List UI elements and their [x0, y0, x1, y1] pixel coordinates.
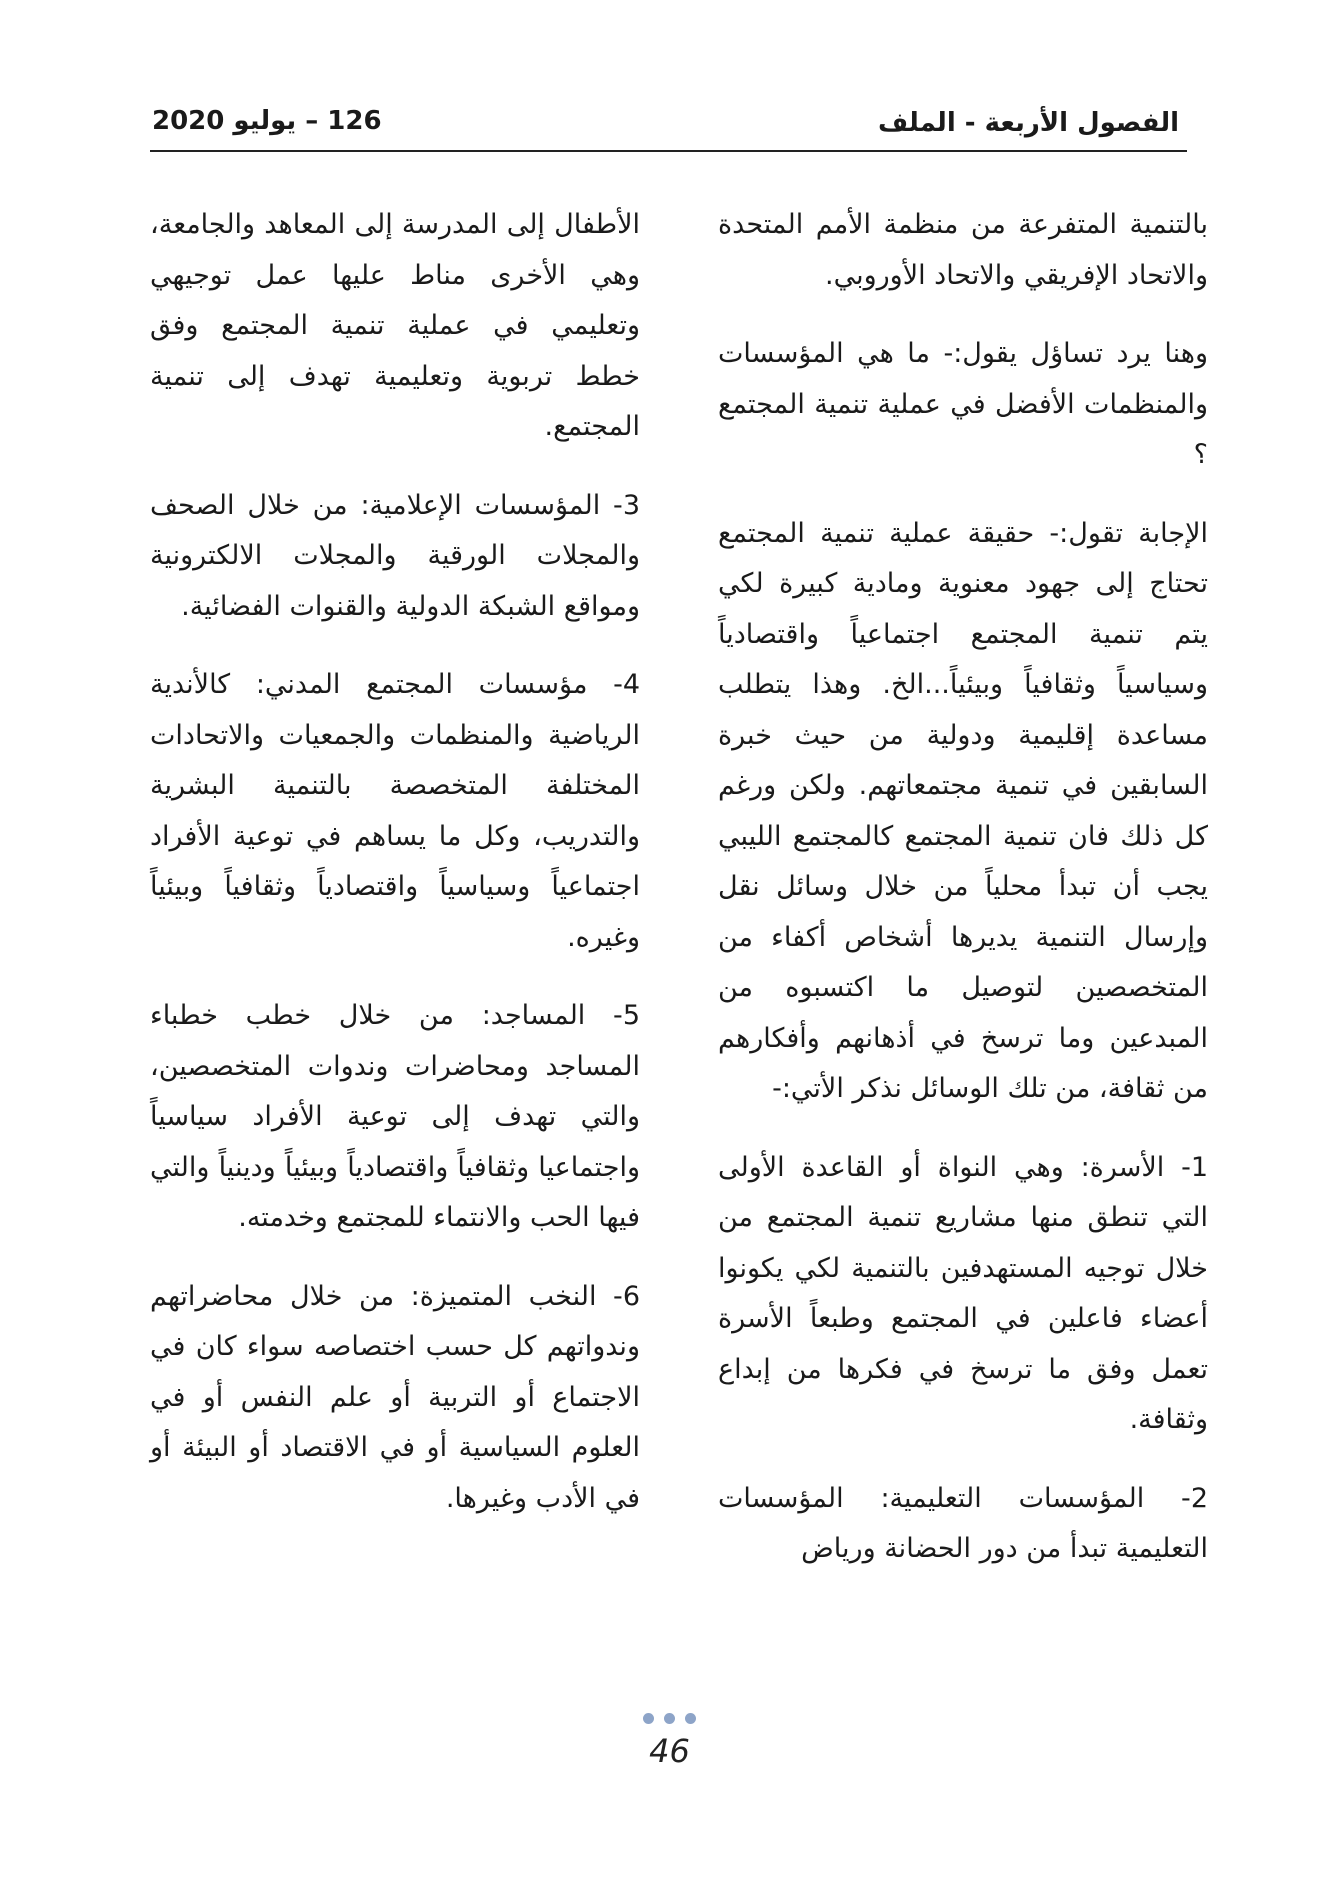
page-number: 46 [649, 1732, 690, 1770]
paragraph: بالتنمية المتفرعة من منظمة الأمم المتحدة والاتحاد الإفريقي والاتحاد الأوروبي. [718, 209, 1208, 291]
paragraph: الأطفال إلى المدرسة إلى المعاهد والجامعة، وهي الأخرى مناط عليها عمل توجيهي وتعليمي في عملية تنمية المجتمع وفق خطط تربوية وتعليمية تهدف إلى تنمية المجتمع. [150, 209, 640, 442]
issue-info: 126 – يوليو 2020 [152, 106, 382, 136]
right-column [718, 200, 1208, 1603]
header-divider [150, 150, 1187, 152]
paragraph: 1- الأسرة: وهي النواة أو القاعدة الأولى التي تنطق منها مشاريع تنمية المجتمع من خلال توجيه المستهدفين بالتنمية لكي يكونوا أعضاء فاعلين في المجتمع وطبعاً الأسرة تعمل وفق ما ترسخ في فكرها من إبداع وثقافة. [718, 1151, 1208, 1435]
dot-icon [685, 1713, 696, 1724]
paragraph: وهنا يرد تساؤل يقول:- ما هي المؤسسات والمنظمات الأفضل في عملية تنمية المجتمع ؟ [718, 338, 1208, 470]
journal-title: الفصول الأربعة - الملف [878, 108, 1179, 138]
paragraph: 2- المؤسسات التعليمية: المؤسسات التعليمية تبدأ من دور الحضانة ورياض [718, 1482, 1208, 1564]
dot-icon [664, 1713, 675, 1724]
paragraph: 4- مؤسسات المجتمع المدني: كالأندية الرياضية والمنظمات والجمعيات والاتحادات المختلفة المتخصصة بالتنمية البشرية والتدريب، وكل ما يساهم في توعية الأفراد اجتماعياً وسياسياً واقتصادياً وثقافياً وبيئياً وغيره. [150, 669, 640, 953]
paragraph: الإجابة تقول:- حقيقة عملية تنمية المجتمع تحتاج إلى جهود معنوية ومادية كبيرة لكي يتم تنمية المجتمع اجتماعياً واقتصادياً وسياسياً وثقافياً وبيئياً...الخ. وهذا يتطلب مساعدة إقليمية ودولية من حيث خبرة السابقين في تنمية مجتمعاتهم. ولكن ورغم كل ذلك فان تنمية المجتمع كالمجتمع الليبي يجب أن تبدأ محلياً من خلال وسائل نقل وإرسال التنمية يديرها أشخاص أكفاء من المتخصصين لتوصيل ما اكتسبوه من المبدعين وما ترسخ في أذهانهم وأفكارهم من ثقافة، من تلك الوسائل نذكر الأتي:- [718, 517, 1208, 1104]
left-column [150, 200, 640, 1552]
paragraph: 3- المؤسسات الإعلامية: من خلال الصحف والمجلات الورقية والمجلات الالكترونية ومواقع الشبكة الدولية والقنوات الفضائية. [150, 489, 640, 622]
page-ornament-dots [0, 1713, 1339, 1724]
dot-icon [643, 1713, 654, 1724]
paragraph: 5- المساجد: من خلال خطب خطباء المساجد ومحاضرات وندوات المتخصصين، والتي تهدف إلى توعية الأفراد سياسياً واجتماعيا وثقافياً واقتصادياً وبيئياً ودينياً والتي فيها الحب والانتماء للمجتمع وخدمته. [150, 1000, 640, 1233]
paragraph: 6- النخب المتميزة: من خلال محاضراتهم وندواتهم كل حسب اختصاصه سواء كان في الاجتماع أو التربية أو علم النفس أو في العلوم السياسية أو في الاقتصاد أو البيئة أو في الأدب وغيرها. [150, 1280, 640, 1514]
